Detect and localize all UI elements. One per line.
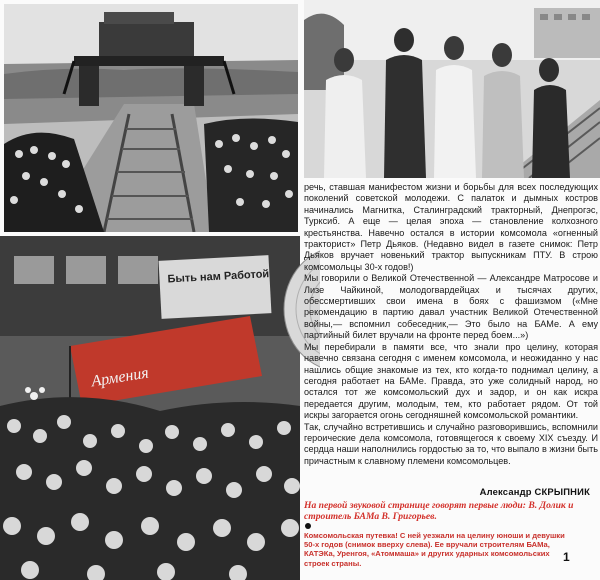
article-paragraph-4: Так, случайно встретившись и случайно разговорившись, вспомнили героические дела комсомола, готовящегося к своему XIX съезду. И сердца наши наполнились гордостью за то, что выпало в жизни быть причастным к славному племени комсомольцев. xyxy=(304,421,598,466)
bullet-dot-icon xyxy=(305,523,311,529)
photo-track-laying-crane xyxy=(4,4,298,232)
red-caption: На первой звуковой странице говорят первые люди: В. Долик и строитель БАМа В. Григорьев. xyxy=(304,500,574,522)
rally-crowd-image xyxy=(0,236,300,580)
train-sign-text: Быть нам Работой xyxy=(167,268,270,286)
photo-rally-crowd xyxy=(0,236,300,580)
article-paragraph-2: Мы говорили о Великой Отечественной — Александре Матросове и Лизе Чайкиной, молодогвардейцах и тысячах других, обессмертивших свои имена в боях с фашизмом («Мне рекомендацию в партию давал участник Великой Отечественной войны,— вспомнил собеседник,— Это было на БАМе. А ему партийный билет вручали на фронте перед боем...») xyxy=(304,273,598,341)
article-author: Александр СКРЫПНИК xyxy=(479,486,590,497)
photo-young-builders xyxy=(304,0,600,178)
track-laying-crane-image xyxy=(4,4,298,232)
article-paragraph-3: Мы перебирали в памяти все, что знали про целину, которая навечно связана сегодня с именем комсомола, и неожиданно у нас нашлись общие знакомые из тех, кто когда-то поднимал целину, а сегодня работает на БАМе. Правда, это уже солидный народ, но остался тот же комсомольский дух и задор, и он как искра передается другим, молодым, тем, кто работает рядом. От той искры загорается огонь сегодняшней комсомольской романтики. xyxy=(304,341,598,421)
photo-caption: Комсомольская путевка! С ней уезжали на целину юноши и девушки 50-х годов (снимок вверху слева). Ее вручали строителям БАМа, КАТЭКа, Уренгоя, «Атоммаша» и других ударных комсомольских строек страны. xyxy=(304,531,565,568)
young-builders-image xyxy=(304,0,600,178)
article-paragraph-1: речь, ставшая манифестом жизни и борьбы для всех последующих поколений советской молодежи. С палаток и дымных костров начинались Магнитка, Сталинградский тракторный, Днепрогэс, Турксиб. А еще — целая эпоха — становление колхозного крестьянства. Навечно остался в истории комсомола «огненный тракторист» Петр Дьяков. (Недавно видел в газете снимок: Петр Дьяков вручает новенький трактор выпускникам ПТУ. В строю комсомольцы 30-х годов!) xyxy=(304,182,598,272)
red-banner-text: Армения xyxy=(90,364,150,391)
article-text xyxy=(304,182,598,467)
page-number: 1 xyxy=(563,550,570,564)
